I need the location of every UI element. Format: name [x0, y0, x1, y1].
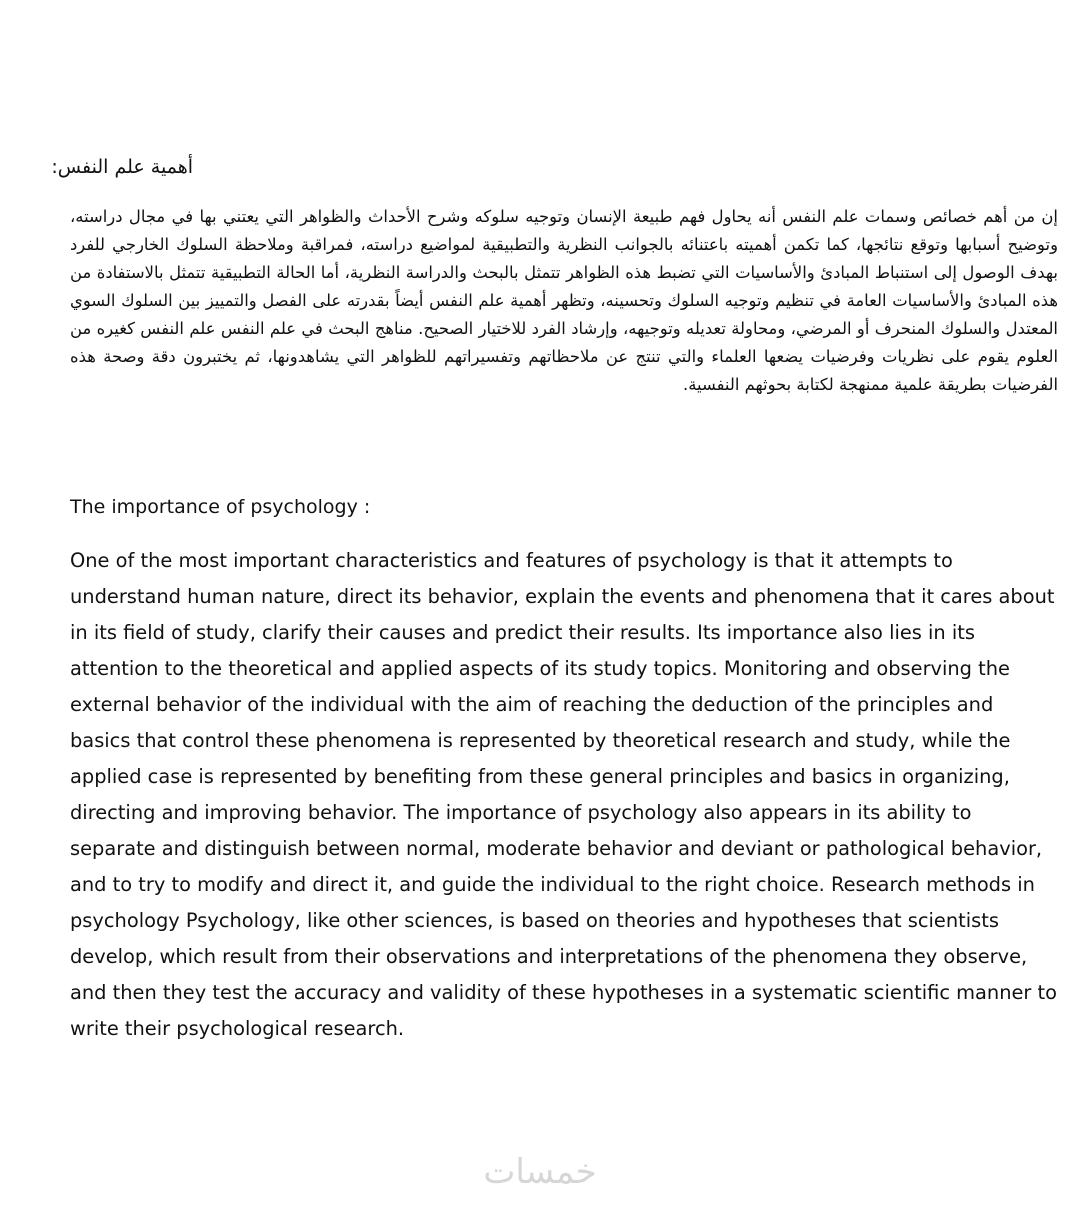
- arabic-paragraph: إن من أهم خصائص وسمات علم النفس أنه يحاول فهم طبيعة الإنسان وتوجيه سلوكه وشرح الأحداث والظواهر التي يعتني بها في مجال دراسته، وتوضيح أسبابها وتوقع نتائجها، كما تكمن أهميته باعتنائه بالجوانب النظرية والتطبيقية لمواضيع دراسته، فمراقبة وملاحظة السلوك الخارجي للفرد بهدف الوصول إلى استنباط المبادئ والأساسيات التي تضبط هذه الظواهر تتمثل بالبحث والدراسة النظرية، أما الحالة التطبيقية تتمثل بالاستفادة من هذه المبادئ والأساسيات العامة في تنظيم وتوجيه السلوك وتحسينه، وتظهر أهمية علم النفس أيضاً بقدرته على الفصل والتمييز بين السلوك السوي المعتدل والسلوك المنحرف أو المرضي، ومحاولة تعديله وتوجيهه، وإرشاد الفرد للاختيار الصحيح. مناهج البحث في علم النفس علم النفس كغيره من العلوم يقوم على نظريات وفرضيات يضعها العلماء والتي تنتج عن ملاحظاتهم وتفسيراتهم للظواهر التي يشاهدونها، ثم يختبرون دقة وصحة هذه الفرضيات بطريقة علمية ممنهجة لكتابة بحوثهم النفسية.: [70, 207, 1058, 394]
- english-paragraph: One of the most important characteristics and features of psychology is that it attempts to understand human nature, direct its behavior, explain the events and phenomena that it cares about in its field of study, clarify their causes and predict their results. Its importance also lies in its attention to the theoretical and applied aspects of its study topics. Monitoring and observing the external behavior of the individual with the aim of reaching the deduction of the principles and basics that control these phenomena is represented by theoretical research and study, while the applied case is represented by benefiting from these general principles and basics in organizing, directing and improving behavior. The importance of psychology also appears in its ability to separate and distinguish between normal, moderate behavior and deviant or pathological behavior, and to try to modify and direct it, and guide the individual to the right choice. Research methods in psychology Psychology, like other sciences, is based on theories and hypotheses that scientists develop, which result from their observations and interpretations of the phenomena they observe, and then they test the accuracy and validity of these hypotheses in a systematic scientific manner to write their psychological research.: [70, 549, 1058, 1040]
- arabic-heading: [51, 152, 1058, 182]
- english-heading: The importance of psychology :: [70, 496, 371, 518]
- arabic-heading-text: أهمية علم النفس:: [51, 156, 193, 178]
- watermark-logo: خمسات: [483, 1152, 597, 1192]
- document-page: [51, 0, 1058, 1215]
